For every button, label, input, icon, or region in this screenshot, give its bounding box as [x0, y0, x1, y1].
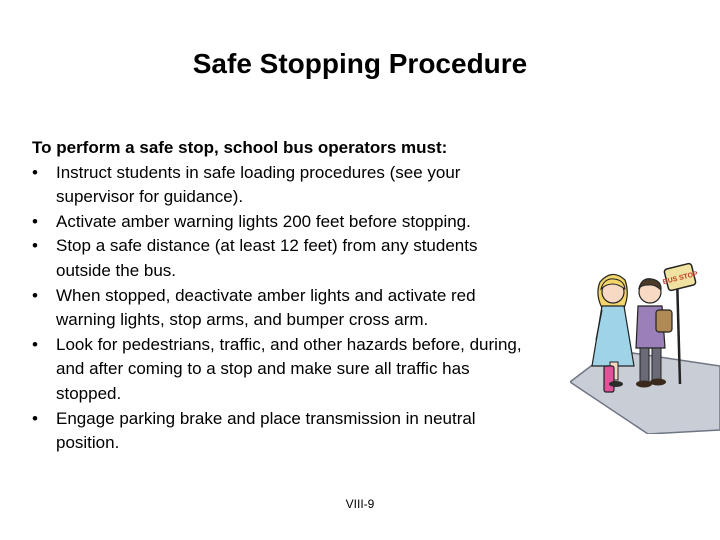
intro-text: To perform a safe stop, school bus operators must:	[32, 138, 448, 157]
slide-content	[32, 136, 522, 456]
list-item: • Instruct students in safe loading procedures (see your supervisor for guidance).	[32, 161, 522, 210]
procedure-list	[32, 161, 522, 456]
sign-text: BUS STOP	[662, 270, 699, 287]
bus-stop-sign-icon	[662, 263, 699, 291]
list-item: • When stopped, deactivate amber lights and activate red warning lights, stop arms, and bumper cross arm.	[32, 284, 522, 333]
page-number: VIII-9	[345, 497, 375, 511]
students-at-bus-stop-illustration	[570, 262, 720, 434]
list-item: • Stop a safe distance (at least 12 feet) from any students outside the bus.	[32, 234, 522, 283]
list-item: • Engage parking brake and place transmission in neutral position.	[32, 407, 522, 456]
lunchbox-icon	[604, 366, 614, 392]
backpack-icon	[656, 310, 672, 332]
list-item: • Activate amber warning lights 200 feet before stopping.	[32, 210, 522, 235]
list-item: • Look for pedestrians, traffic, and other hazards before, during, and after coming to a stop and make sure all traffic has stopped.	[32, 333, 522, 407]
slide-title: Safe Stopping Procedure	[192, 48, 528, 79]
